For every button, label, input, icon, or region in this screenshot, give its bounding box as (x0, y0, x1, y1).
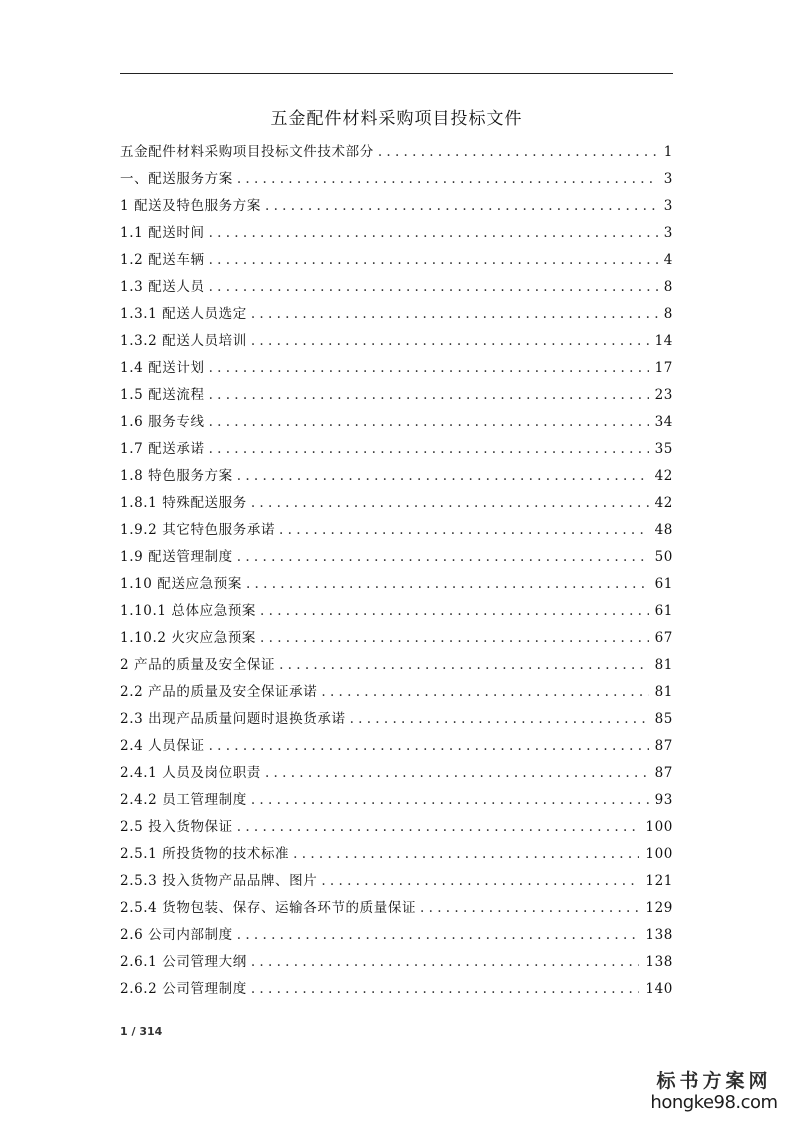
toc-entry-page: 61 (654, 576, 673, 592)
toc-entry-page: 129 (645, 900, 673, 916)
toc-entry-label: 1.10.2 火灾应急预案 (120, 630, 257, 646)
page-indicator: 1 / 314 (120, 1025, 163, 1038)
toc-entry-page: 14 (654, 333, 673, 349)
toc-entry[interactable] (120, 333, 673, 360)
toc-entry-page: 3 (663, 198, 673, 214)
toc-entry[interactable] (120, 711, 673, 738)
toc-leader-dots (209, 279, 658, 296)
toc-leader-dots (209, 252, 658, 269)
toc-entry[interactable] (120, 819, 673, 846)
toc-entry-label: 2 产品的质量及安全保证 (120, 657, 276, 673)
toc-entry-page: 87 (654, 765, 673, 781)
toc-leader-dots (246, 576, 649, 593)
toc-entry-page: 93 (654, 792, 673, 808)
toc-entry[interactable] (120, 360, 673, 387)
toc-entry[interactable] (120, 846, 673, 873)
toc-entry[interactable] (120, 468, 673, 495)
toc-entry-label: 1.6 服务专线 (120, 414, 205, 430)
toc-entry-label: 2.5.1 所投货物的技术标准 (120, 846, 290, 862)
toc-entry-page: 140 (645, 981, 673, 997)
toc-entry-label: 五金配件材料采购项目投标文件技术部分 (120, 144, 374, 160)
toc-entry-page: 42 (654, 468, 673, 484)
toc-entry[interactable] (120, 198, 673, 225)
toc-entry-page: 138 (645, 954, 673, 970)
toc-entry-label: 1.3.1 配送人员选定 (120, 306, 247, 322)
toc-entry-page: 48 (654, 522, 673, 538)
toc-leader-dots (420, 900, 639, 917)
toc-leader-dots (260, 630, 649, 647)
table-of-contents (120, 144, 673, 1008)
toc-entry-label: 1.3.2 配送人员培训 (120, 333, 247, 349)
toc-entry-label: 2.2 产品的质量及安全保证承诺 (120, 684, 318, 700)
toc-entry-page: 81 (654, 657, 673, 673)
toc-leader-dots (237, 171, 658, 188)
toc-entry-label: 1.10.1 总体应急预案 (120, 603, 257, 619)
toc-entry-page: 81 (654, 684, 673, 700)
toc-leader-dots (251, 306, 658, 323)
toc-leader-dots (251, 333, 649, 350)
toc-leader-dots (237, 819, 640, 836)
toc-entry-page: 4 (663, 252, 673, 268)
toc-leader-dots (265, 198, 658, 215)
toc-entry[interactable] (120, 927, 673, 954)
toc-entry-page: 35 (654, 441, 673, 457)
toc-entry-page: 42 (654, 495, 673, 511)
toc-entry-page: 87 (654, 738, 673, 754)
toc-entry-page: 17 (654, 360, 673, 376)
toc-entry-page: 100 (645, 846, 673, 862)
toc-leader-dots (378, 144, 658, 161)
toc-entry-label: 1.2 配送车辆 (120, 252, 205, 268)
toc-leader-dots (251, 792, 649, 809)
toc-entry-page: 50 (654, 549, 673, 565)
toc-entry-page: 8 (663, 306, 673, 322)
toc-entry-page: 85 (654, 711, 673, 727)
toc-entry-page: 3 (663, 225, 673, 241)
toc-leader-dots (350, 711, 649, 728)
toc-entry[interactable] (120, 549, 673, 576)
toc-leader-dots (321, 873, 639, 890)
watermark-logo (649, 1070, 779, 1114)
toc-entry[interactable] (120, 603, 673, 630)
toc-entry-label: 一、配送服务方案 (120, 171, 233, 187)
watermark-site-name: 标书方案网 (656, 1070, 772, 1092)
toc-leader-dots (209, 414, 649, 431)
toc-entry-label: 2.4 人员保证 (120, 738, 205, 754)
toc-entry-page: 8 (663, 279, 673, 295)
toc-entry[interactable] (120, 279, 673, 306)
toc-entry[interactable] (120, 144, 673, 171)
document-title: 五金配件材料采购项目投标文件 (270, 109, 523, 129)
toc-leader-dots (237, 549, 649, 566)
toc-entry[interactable] (120, 900, 673, 927)
toc-leader-dots (251, 495, 649, 512)
toc-entry-label: 2.6.1 公司管理大纲 (120, 954, 247, 970)
toc-leader-dots (321, 684, 648, 701)
toc-entry[interactable] (120, 873, 673, 900)
toc-leader-dots (209, 441, 649, 458)
toc-entry-label: 1.3 配送人员 (120, 279, 205, 295)
toc-leader-dots (260, 603, 649, 620)
toc-entry-label: 1.9 配送管理制度 (120, 549, 233, 565)
toc-entry-label: 2.5.3 投入货物产品品牌、图片 (120, 873, 318, 889)
toc-entry[interactable] (120, 306, 673, 333)
toc-leader-dots (251, 954, 640, 971)
toc-entry[interactable] (120, 738, 673, 765)
toc-entry-label: 2.6 公司内部制度 (120, 927, 233, 943)
toc-leader-dots (279, 657, 649, 674)
toc-entry-page: 34 (654, 414, 673, 430)
toc-leader-dots (237, 927, 640, 944)
toc-entry-label: 2.3 出现产品质量问题时退换货承诺 (120, 711, 346, 727)
toc-leader-dots (237, 468, 649, 485)
toc-entry[interactable] (120, 225, 673, 252)
toc-leader-dots (209, 360, 649, 377)
toc-entry[interactable] (120, 171, 673, 198)
toc-entry-label: 1.9.2 其它特色服务承诺 (120, 522, 276, 538)
toc-entry-label: 1.10 配送应急预案 (120, 576, 242, 592)
toc-leader-dots (209, 738, 649, 755)
toc-entry-label: 2.4.1 人员及岗位职责 (120, 765, 261, 781)
toc-entry[interactable] (120, 495, 673, 522)
toc-leader-dots (251, 981, 640, 998)
toc-entry-page: 3 (663, 171, 673, 187)
toc-entry[interactable] (120, 522, 673, 549)
toc-entry-label: 2.6.2 公司管理制度 (120, 981, 247, 997)
toc-entry-label: 1.5 配送流程 (120, 387, 205, 403)
toc-leader-dots (209, 225, 658, 242)
toc-entry-label: 1.8 特色服务方案 (120, 468, 233, 484)
toc-entry-label: 1.8.1 特殊配送服务 (120, 495, 247, 511)
header-rule (120, 73, 673, 74)
toc-leader-dots (265, 765, 649, 782)
toc-entry[interactable] (120, 414, 673, 441)
toc-entry[interactable] (120, 981, 673, 1008)
toc-entry[interactable] (120, 954, 673, 981)
toc-entry[interactable] (120, 657, 673, 684)
toc-leader-dots (209, 387, 649, 404)
toc-entry-label: 1.4 配送计划 (120, 360, 205, 376)
toc-entry[interactable] (120, 684, 673, 711)
toc-entry-page: 121 (645, 873, 673, 889)
toc-entry-label: 1 配送及特色服务方案 (120, 198, 261, 214)
toc-entry[interactable] (120, 576, 673, 603)
toc-entry[interactable] (120, 441, 673, 468)
toc-entry-label: 1.7 配送承诺 (120, 441, 205, 457)
toc-entry-label: 1.1 配送时间 (120, 225, 205, 241)
toc-entry-label: 2.5 投入货物保证 (120, 819, 233, 835)
toc-entry[interactable] (120, 252, 673, 279)
toc-entry[interactable] (120, 765, 673, 792)
toc-entry-page: 1 (663, 144, 673, 160)
toc-entry[interactable] (120, 387, 673, 414)
toc-entry-label: 2.5.4 货物包装、保存、运输各环节的质量保证 (120, 900, 417, 916)
toc-entry-page: 100 (645, 819, 673, 835)
toc-entry-page: 61 (654, 603, 673, 619)
toc-entry[interactable] (120, 792, 673, 819)
toc-leader-dots (293, 846, 639, 863)
watermark-url: hongke98.com (650, 1092, 778, 1113)
toc-leader-dots (279, 522, 649, 539)
toc-entry-page: 67 (654, 630, 673, 646)
toc-entry-label: 2.4.2 员工管理制度 (120, 792, 247, 808)
toc-entry[interactable] (120, 630, 673, 657)
toc-entry-page: 138 (645, 927, 673, 943)
toc-entry-page: 23 (654, 387, 673, 403)
